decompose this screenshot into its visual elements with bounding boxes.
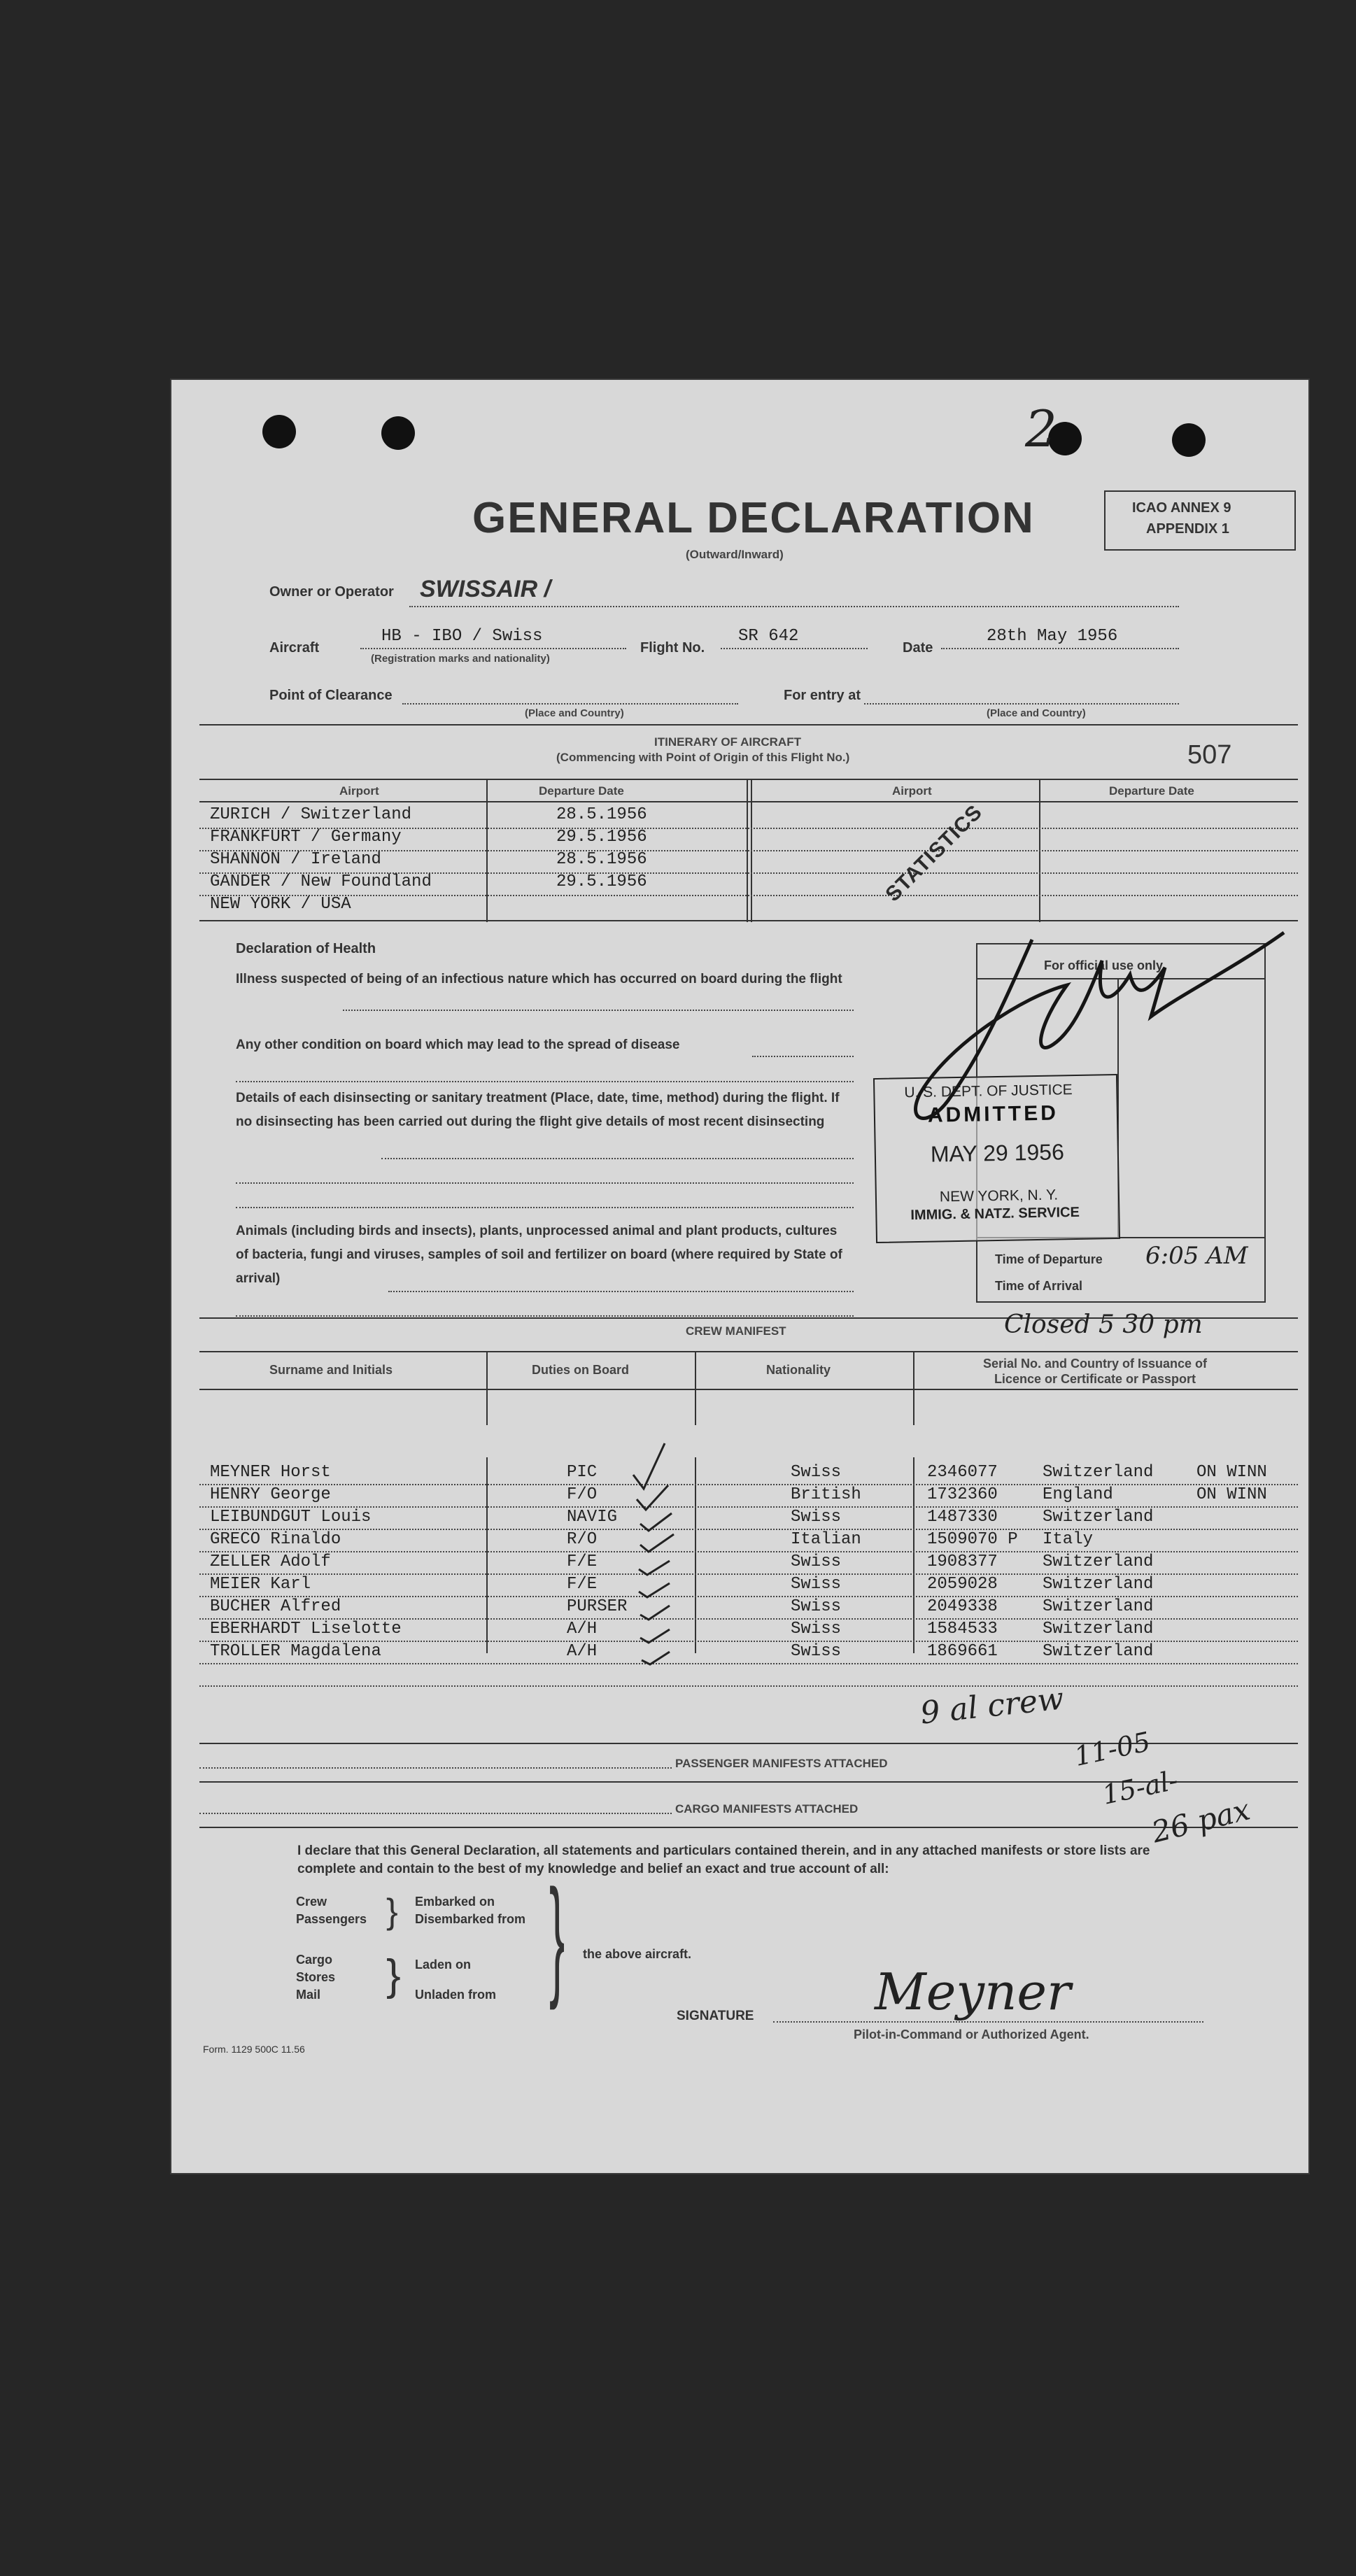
itinerary-row [171,805,1308,828]
unladen-label: Unladen from [415,1988,497,2002]
crew-nationality: Swiss [791,1508,842,1527]
itin-airport: NEW YORK / USA [210,895,351,914]
crew-col-name: Surname and Initials [269,1363,393,1377]
crew-duty: F/E [567,1575,598,1594]
entry-line [864,703,1179,705]
crew-nationality: Swiss [791,1597,842,1616]
crew-name: ZELLER Adolf [210,1552,331,1571]
mail-label: Mail [296,1988,321,2002]
aircraft-line [360,648,626,649]
cargo-manifests: CARGO MANIFESTS ATTACHED [675,1802,859,1816]
crew-row [203,1530,1294,1552]
health-title: Declaration of Health [236,941,376,956]
crew-note: ON WINN [1196,1485,1267,1504]
check-marks-icon [619,1436,703,1674]
crew-duty: PIC [567,1463,598,1482]
manifest-note-3: 26 pax [1148,1792,1254,1850]
clearance-line [402,703,738,705]
crew-title: CREW MANIFEST [686,1324,786,1338]
itin-col-airport2: Airport [892,784,932,798]
passengers-label: Passengers [296,1912,367,1926]
crew-name: GRECO Rinaldo [210,1530,341,1549]
divider [199,1827,1298,1828]
crew-label: Crew [296,1895,327,1909]
itin-date: 28.5.1956 [556,805,647,824]
crew-duty: A/H [567,1642,598,1661]
arrival-label: Time of Arrival [995,1279,1083,1293]
divider [199,1389,1298,1390]
crew-total-note: 9 al crew [918,1680,1066,1732]
row-line [199,1618,1298,1620]
page-title: GENERAL DECLARATION [472,494,1035,542]
crew-row [203,1597,1294,1619]
crew-country: Switzerland [1043,1508,1154,1527]
departure-label: Time of Departure [995,1252,1103,1266]
row-line [199,1596,1298,1597]
itin-airport: FRANKFURT / Germany [210,828,402,847]
statistics-stamp: STATISTICS [881,800,987,907]
departure-value: 6:05 AM [1145,1242,1248,1270]
answer-line [199,1813,672,1814]
crew-row [203,1508,1294,1529]
embarked-label: Embarked on [415,1895,495,1909]
entry-label: For entry at [784,688,861,703]
stamp-service: IMMIG. & NATZ. SERVICE [910,1204,1080,1224]
signature-line [773,2021,1203,2023]
row-line [199,1484,1298,1485]
icao-box [1104,490,1296,551]
answer-line [236,1207,854,1208]
crew-serial: 1869661 [927,1642,998,1661]
crew-country: Switzerland [1043,1620,1154,1639]
date-line [941,648,1179,649]
crew-serial: 2059028 [927,1575,998,1594]
itinerary-row [171,828,1308,851]
crew-divider [695,1351,696,1425]
brace-icon: } [386,1951,401,2000]
brace-icon: } [386,1892,398,1931]
entry-caption: (Place and Country) [987,707,1086,719]
crew-serial: 1908377 [927,1552,998,1571]
icao-annex: ICAO ANNEX 9 [1132,500,1231,516]
crew-nationality: Swiss [791,1620,842,1639]
crew-serial: 2346077 [927,1463,998,1482]
crew-nationality: Swiss [791,1552,842,1571]
itinerary-title: ITINERARY OF AIRCRAFT [654,735,801,749]
answer-line [236,1315,854,1317]
officer-signature-icon [899,919,1291,1149]
punch-hole [262,415,296,448]
crew-name: EBERHARDT Liselotte [210,1620,402,1639]
crew-name: TROLLER Magdalena [210,1642,381,1661]
answer-line [381,1158,854,1159]
crew-col-nationality: Nationality [766,1363,831,1377]
answer-line [752,1056,854,1057]
stamp-admitted: ADMITTED [927,1101,1059,1127]
stores-label: Stores [296,1970,336,1984]
aircraft-caption: (Registration marks and nationality) [371,653,550,665]
closed-note: Closed 5 30 pm [1004,1310,1203,1339]
crew-nationality: Swiss [791,1463,842,1482]
crew-name: HENRY George [210,1485,331,1504]
itin-date: 29.5.1956 [556,872,647,891]
crew-nationality: Swiss [791,1642,842,1661]
divider [199,1351,1298,1352]
answer-line [388,1291,854,1292]
health-q1: Illness suspected of being of an infectious nature which has occurred on board during the flight [236,972,842,986]
crew-country: Switzerland [1043,1575,1154,1594]
flight-line [721,648,868,649]
form-number: Form. 1129 500C 11.56 [203,2044,305,2055]
divider [199,724,1298,726]
crew-col-duties: Duties on Board [532,1363,630,1377]
itin-airport: GANDER / New Foundland [210,872,432,891]
stamp-city: NEW YORK, N. Y. [939,1187,1059,1205]
flight-label: Flight No. [640,640,705,656]
crew-name: MEIER Karl [210,1575,311,1594]
crew-serial: 1487330 [927,1508,998,1527]
itin-date: 29.5.1956 [556,828,647,847]
row-line [199,1573,1298,1575]
row-line [199,1641,1298,1642]
itinerary-subtitle: (Commencing with Point of Origin of this Flight No.) [556,751,850,764]
itin-col-departure2: Departure Date [1109,784,1194,798]
declaration-text: I declare that this General Declaration, all statements and particulars contained therein, and in any attached manifests or store lists are complete and contain to the best of my knowledge and belief an exact and true account of all: [297,1843,1150,1876]
answer-line [199,1767,672,1769]
crew-country: Switzerland [1043,1642,1154,1661]
answer-line [236,1081,854,1082]
crew-nationality: Italian [791,1530,861,1549]
itin-airport: ZURICH / Switzerland [210,805,412,824]
cargo-label: Cargo [296,1953,333,1967]
crew-duty: R/O [567,1530,598,1549]
row-line [199,1663,1298,1664]
crew-col-serial: Serial No. and Country of Issuance of Licence or Certificate or Passport [982,1357,1208,1386]
crew-row [203,1575,1294,1597]
crew-duty: F/O [567,1485,598,1504]
owner-value: SWISSAIR / [420,576,551,602]
row-line [199,1551,1298,1552]
flight-value: SR 642 [738,627,799,646]
owner-label: Owner or Operator [269,584,394,600]
crew-duty: A/H [567,1620,598,1639]
official-heading: For official use only [1044,958,1164,972]
signature-value: Meyner [875,1962,1071,2021]
health-q3: Details of each disinsecting or sanitary treatment (Place, date, time, method) during the flight. If no disinsecting has been carried out during the flight give details of most recent disinsecting [236,1091,840,1129]
crew-country: Switzerland [1043,1552,1154,1571]
itin-col-airport: Airport [339,784,379,798]
itin-date: 28.5.1956 [556,850,647,869]
crew-name: BUCHER Alfred [210,1597,341,1616]
row-line [199,1685,1298,1687]
aircraft-label: Aircraft [269,640,320,656]
clearance-label: Point of Clearance [269,688,393,703]
manifest-note-2: 15-al- [1099,1764,1181,1811]
crew-serial: 2049338 [927,1597,998,1616]
general-declaration-form [171,380,1308,2173]
crew-country: England [1043,1485,1113,1504]
big-brace-icon: } [549,1862,565,2011]
crew-row [203,1620,1294,1641]
itin-airport: SHANNON / Ireland [210,850,381,869]
crew-name: MEYNER Horst [210,1463,331,1482]
crew-duty: NAVIG [567,1508,618,1527]
itin-col-departure: Departure Date [539,784,624,798]
crew-country: Italy [1043,1530,1094,1549]
crew-row [203,1463,1294,1485]
date-label: Date [903,640,933,656]
passenger-manifests: PASSENGER MANIFESTS ATTACHED [675,1757,888,1770]
crew-duty: F/E [567,1552,598,1571]
aircraft-value: HB - IBO / Swiss [381,627,543,646]
manifest-note-1: 11-05 [1071,1726,1153,1772]
row-line [199,1529,1298,1530]
title-subtitle: (Outward/Inward) [686,548,784,561]
answer-line [343,1010,854,1011]
crew-divider [913,1351,914,1425]
itinerary-row [171,872,1308,896]
crew-row [203,1642,1294,1664]
clearance-caption: (Place and Country) [525,707,624,719]
icao-appendix: APPENDIX 1 [1146,521,1229,537]
crew-duty: PURSER [567,1597,628,1616]
date-value: 28th May 1956 [987,627,1118,646]
above-aircraft: the above aircraft. [583,1947,692,1961]
health-q4: Animals (including birds and insects), plants, unprocessed animal and plant products, cultures of bacteria, fungi and viruses, samples of soil and fertilizer on board (where required by State of arrival) [236,1224,842,1286]
crew-name: LEIBUNDGUT Louis [210,1508,372,1527]
health-q2: Any other condition on board which may lead to the spread of disease [236,1038,680,1052]
stamp-dept: U. S. DEPT. OF JUSTICE [904,1082,1073,1101]
crew-nationality: British [791,1485,861,1504]
punch-hole [1172,423,1206,457]
crew-serial: 1732360 [927,1485,998,1504]
crew-serial: 1509070 P [927,1530,1018,1549]
punch-hole [381,416,415,450]
signature-caption: Pilot-in-Command or Authorized Agent. [854,2027,1089,2041]
crew-country: Switzerland [1043,1463,1154,1482]
stamp-date: MAY 29 1956 [930,1139,1065,1167]
itinerary-number: 507 [1187,740,1232,770]
disembarked-label: Disembarked from [415,1912,526,1926]
itinerary-row [171,850,1308,873]
answer-line [236,1182,854,1184]
crew-country: Switzerland [1043,1597,1154,1616]
crew-row [203,1552,1294,1574]
divider [199,779,1298,780]
crew-note: ON WINN [1196,1463,1267,1482]
laden-label: Laden on [415,1958,471,1972]
owner-line [409,606,1179,607]
signature-label: SIGNATURE [677,2009,754,2023]
page-mark: 2 [1025,399,1057,458]
itinerary-row [171,895,1308,918]
crew-nationality: Swiss [791,1575,842,1594]
divider [199,801,1298,802]
row-line [199,1506,1298,1508]
crew-row [203,1485,1294,1507]
crew-serial: 1584533 [927,1620,998,1639]
crew-divider [486,1351,488,1425]
